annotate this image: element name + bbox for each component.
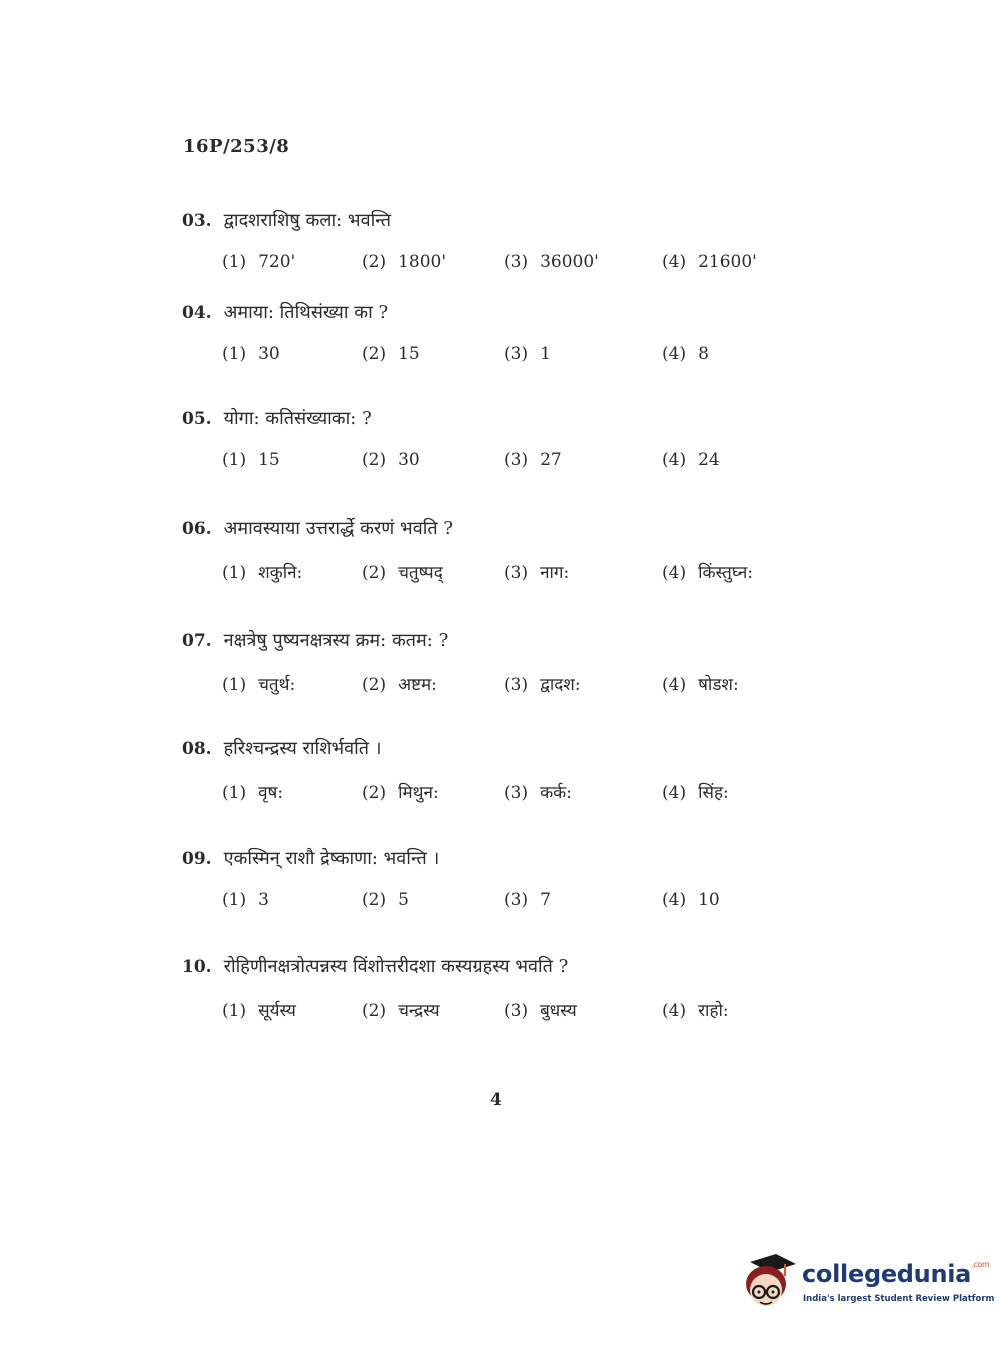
question-text: नक्षत्रेषु पुष्यनक्षत्रस्य क्रम: कतम: ?: [223, 630, 449, 651]
question-item: [182, 208, 822, 282]
option-text: षोडश:: [698, 675, 739, 695]
question-item: [182, 406, 822, 480]
option-number: (2): [362, 252, 387, 272]
option-3: [504, 780, 572, 803]
option-4: [662, 998, 729, 1021]
collegedunia-logo: [740, 1252, 995, 1316]
option-row: [182, 560, 822, 590]
option-number: (3): [504, 450, 529, 470]
option-number: (4): [662, 563, 687, 583]
option-text: बुधस्य: [540, 1001, 577, 1021]
option-4: [662, 450, 720, 470]
option-number: (4): [662, 450, 687, 470]
option-number: (3): [504, 890, 529, 910]
option-text: चतुर्थ:: [258, 675, 296, 695]
option-2: [362, 890, 409, 910]
option-number: (3): [504, 252, 529, 272]
option-3: [504, 890, 551, 910]
option-text: 30: [398, 450, 420, 470]
option-3: [504, 450, 562, 470]
option-row: [182, 780, 822, 810]
option-4: [662, 780, 729, 803]
option-number: (1): [222, 890, 247, 910]
option-2: [362, 344, 420, 364]
option-1: [222, 672, 295, 695]
option-number: (1): [222, 450, 247, 470]
option-2: [362, 998, 440, 1021]
option-4: [662, 344, 709, 364]
option-1: [222, 998, 296, 1021]
option-text: वृष:: [258, 783, 284, 803]
option-number: (1): [222, 1001, 247, 1021]
option-text: नाग:: [540, 563, 570, 583]
option-1: [222, 252, 295, 272]
question-line: [182, 208, 822, 232]
question-number: 09.: [182, 849, 212, 869]
option-number: (4): [662, 252, 687, 272]
option-text: 7: [540, 890, 551, 910]
option-number: (3): [504, 344, 529, 364]
option-1: [222, 344, 280, 364]
option-number: (2): [362, 450, 387, 470]
option-text: अष्टम:: [398, 675, 437, 695]
option-text: 5: [398, 890, 409, 910]
question-number: 07.: [182, 631, 212, 651]
option-1: [222, 780, 283, 803]
option-3: [504, 672, 581, 695]
question-line: [182, 516, 822, 540]
option-text: 36000': [540, 252, 599, 272]
question-text: अमावस्याया उत्तरार्द्धे करणं भवति ?: [223, 518, 453, 539]
option-number: (3): [504, 675, 529, 695]
option-text: कर्क:: [540, 783, 572, 803]
option-3: [504, 998, 577, 1021]
question-line: [182, 954, 822, 978]
question-item: [182, 628, 822, 702]
option-number: (2): [362, 344, 387, 364]
option-row: [182, 252, 822, 282]
option-number: (4): [662, 1001, 687, 1021]
question-item: [182, 846, 822, 920]
question-line: [182, 300, 822, 324]
option-4: [662, 252, 757, 272]
option-text: द्वादश:: [540, 675, 581, 695]
option-number: (2): [362, 675, 387, 695]
option-1: [222, 890, 269, 910]
option-row: [182, 672, 822, 702]
option-text: किंस्तुघ्न:: [698, 563, 753, 583]
logo-name-text: collegedunia: [802, 1260, 972, 1288]
option-number: (3): [504, 783, 529, 803]
question-item: [182, 736, 822, 810]
option-number: (1): [222, 675, 247, 695]
option-text: चन्द्रस्य: [398, 1001, 440, 1021]
option-text: 15: [398, 344, 420, 364]
option-2: [362, 252, 446, 272]
paper-code: 16P/253/8: [183, 136, 290, 157]
option-number: (3): [504, 563, 529, 583]
question-line: [182, 846, 822, 870]
question-number: 10.: [182, 957, 212, 977]
logo-wordmark: [802, 1260, 990, 1288]
question-number: 03.: [182, 211, 212, 231]
option-text: राहो:: [698, 1001, 729, 1021]
option-number: (1): [222, 252, 247, 272]
option-text: सिंह:: [698, 783, 729, 803]
option-text: 1800': [398, 252, 447, 272]
option-3: [504, 560, 569, 583]
question-line: [182, 406, 822, 430]
option-4: [662, 560, 753, 583]
option-text: 27: [540, 450, 562, 470]
option-number: (3): [504, 1001, 529, 1021]
option-3: [504, 344, 551, 364]
option-text: 3: [258, 890, 269, 910]
option-number: (4): [662, 890, 687, 910]
question-item: [182, 954, 822, 1028]
option-2: [362, 672, 437, 695]
option-text: सूर्यस्य: [258, 1001, 296, 1021]
logo-tagline: India's largest Student Review Platform: [803, 1294, 995, 1304]
option-text: 1: [540, 344, 551, 364]
option-text: 24: [698, 450, 720, 470]
option-row: [182, 890, 822, 920]
question-number: 05.: [182, 409, 212, 429]
option-4: [662, 672, 739, 695]
question-item: [182, 516, 822, 590]
question-line: [182, 736, 822, 760]
option-number: (4): [662, 344, 687, 364]
option-number: (2): [362, 563, 387, 583]
question-line: [182, 628, 822, 652]
option-text: 21600': [698, 252, 757, 272]
option-text: मिथुन:: [398, 783, 439, 803]
question-text: द्वादशराशिषु कला: भवन्ति: [223, 210, 392, 231]
question-text: रोहिणीनक्षत्रोत्पन्नस्य विंशोत्तरीदशा कस्यग्रहस्य भवति ?: [223, 956, 569, 977]
option-text: चतुष्पद्: [398, 563, 443, 583]
option-row: [182, 998, 822, 1028]
option-text: शकुनि:: [258, 563, 303, 583]
option-text: 30: [258, 344, 280, 364]
question-number: 06.: [182, 519, 212, 539]
option-row: [182, 344, 822, 374]
question-number: 04.: [182, 303, 212, 323]
option-2: [362, 560, 443, 583]
student-mascot-icon: [740, 1252, 798, 1312]
option-1: [222, 450, 280, 470]
question-item: [182, 300, 822, 374]
question-text: एकस्मिन् राशौ द्रेष्काणा: भवन्ति ।: [223, 848, 440, 869]
option-row: [182, 450, 822, 480]
page-number: 4: [490, 1090, 502, 1110]
option-2: [362, 450, 420, 470]
option-4: [662, 890, 720, 910]
option-2: [362, 780, 439, 803]
question-number: 08.: [182, 739, 212, 759]
option-1: [222, 560, 302, 583]
option-number: (2): [362, 890, 387, 910]
logo-domain-suffix: .com: [971, 1260, 990, 1269]
option-number: (1): [222, 344, 247, 364]
option-number: (1): [222, 563, 247, 583]
option-number: (1): [222, 783, 247, 803]
question-text: हरिश्चन्द्रस्य राशिर्भवति ।: [223, 738, 382, 759]
option-number: (4): [662, 675, 687, 695]
option-number: (2): [362, 1001, 387, 1021]
option-text: 720': [258, 252, 296, 272]
option-text: 15: [258, 450, 280, 470]
option-text: 8: [698, 344, 709, 364]
option-text: 10: [698, 890, 720, 910]
question-text: अमाया: तिथिसंख्या का ?: [223, 302, 389, 323]
option-number: (2): [362, 783, 387, 803]
option-number: (4): [662, 783, 687, 803]
question-text: योगा: कतिसंख्याका: ?: [223, 408, 372, 429]
option-3: [504, 252, 599, 272]
